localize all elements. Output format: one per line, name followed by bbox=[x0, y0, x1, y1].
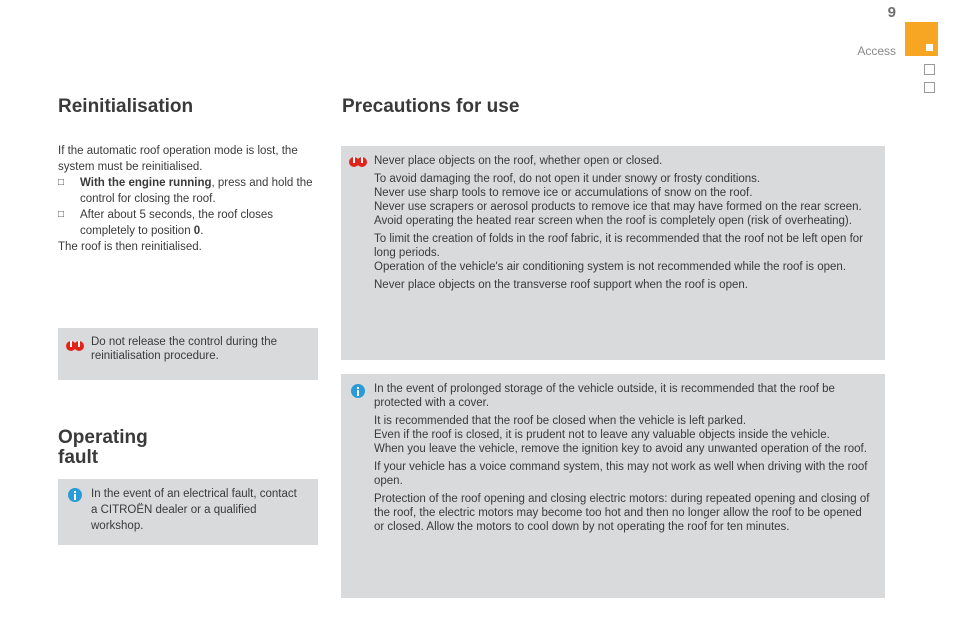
precaution-paragraph: Operation of the vehicle's air conditioning system is not recommended while the roof is open. bbox=[374, 261, 847, 273]
precaution-paragraph: To limit the creation of folds in the roof fabric, it is recommended that the roof not be left open for long periods. bbox=[374, 233, 864, 259]
tab-marker bbox=[926, 44, 933, 51]
reinit-warning-text: Do not release the control during the reinitialisation procedure. bbox=[91, 336, 278, 362]
precaution-paragraph: Never place objects on the transverse roof support when the roof is open. bbox=[374, 279, 748, 291]
info-icon bbox=[351, 384, 365, 400]
fault-info-box bbox=[58, 479, 318, 545]
page-marker-box bbox=[924, 64, 935, 75]
warning-icon bbox=[66, 338, 84, 354]
step1-bold: With the engine running bbox=[80, 177, 212, 189]
warning-icon bbox=[349, 154, 367, 170]
page-marker-box bbox=[924, 82, 935, 93]
precautions-heading: Precautions for use bbox=[342, 96, 520, 117]
fault-heading bbox=[58, 428, 178, 468]
reinit-text bbox=[58, 143, 320, 255]
step2-position: 0 bbox=[193, 225, 201, 237]
reinit-step-1 bbox=[58, 175, 320, 207]
info-paragraph: If your vehicle has a voice command system, this may not work as well when driving with the roof open. bbox=[374, 461, 868, 487]
info-paragraph: It is recommended that the roof be closed when the vehicle is left parked. bbox=[374, 415, 747, 427]
reinit-intro: If the automatic roof operation mode is lost, the system must be reinitialised. bbox=[58, 145, 298, 173]
bullet-icon: □ bbox=[58, 209, 65, 220]
bullet-icon: □ bbox=[58, 177, 65, 188]
step2-end: . bbox=[200, 225, 204, 237]
fault-heading-line2: fault bbox=[58, 447, 99, 468]
precautions-info-box bbox=[341, 374, 885, 598]
info-paragraph: Protection of the roof opening and closing electric motors: during repeated opening and closing of the roof, the electric motors may become too hot and then no longer allow the roof to be opened or closed. Allow the motors to cool down by not operating the roof for ten minutes. bbox=[374, 493, 870, 533]
section-title: Access bbox=[857, 44, 896, 58]
step2-text: After about 5 seconds, the roof closes completely to position bbox=[80, 209, 274, 237]
info-paragraph: Even if the roof is closed, it is prudent not to leave any valuable objects inside the vehicle. bbox=[374, 429, 830, 441]
info-paragraph: When you leave the vehicle, remove the ignition key to avoid any unwanted operation of the roof. bbox=[374, 443, 867, 455]
precaution-paragraph: Never place objects on the roof, whether open or closed. bbox=[374, 155, 663, 167]
page-number: 9 bbox=[887, 4, 896, 21]
reinit-heading: Reinitialisation bbox=[58, 96, 194, 117]
info-icon bbox=[68, 488, 82, 504]
reinit-warning-box bbox=[58, 328, 318, 380]
fault-info-text: In the event of an electrical fault, contact a CITROËN dealer or a qualified workshop. bbox=[91, 488, 297, 532]
fault-heading-line1: Operating bbox=[58, 427, 148, 448]
info-paragraph: In the event of prolonged storage of the vehicle outside, it is recommended that the roof be protected with a cover. bbox=[374, 383, 835, 409]
precaution-paragraph: Avoid operating the heated rear screen when the roof is completely open (risk of overheating). bbox=[374, 215, 852, 227]
step1-text: , press and hold the control for closing the roof. bbox=[80, 177, 313, 205]
reinit-result: The roof is then reinitialised. bbox=[58, 241, 202, 253]
reinit-step-2 bbox=[58, 207, 320, 239]
precaution-paragraph: To avoid damaging the roof, do not open it under snowy or frosty conditions. bbox=[374, 173, 761, 185]
precaution-paragraph: Never use sharp tools to remove ice or accumulations of snow on the roof. bbox=[374, 187, 753, 199]
chapter-tab bbox=[905, 22, 938, 56]
precautions-warning-box bbox=[341, 146, 885, 360]
precaution-paragraph: Never use scrapers or aerosol products to remove ice that may have formed on the rear screen. bbox=[374, 201, 862, 213]
